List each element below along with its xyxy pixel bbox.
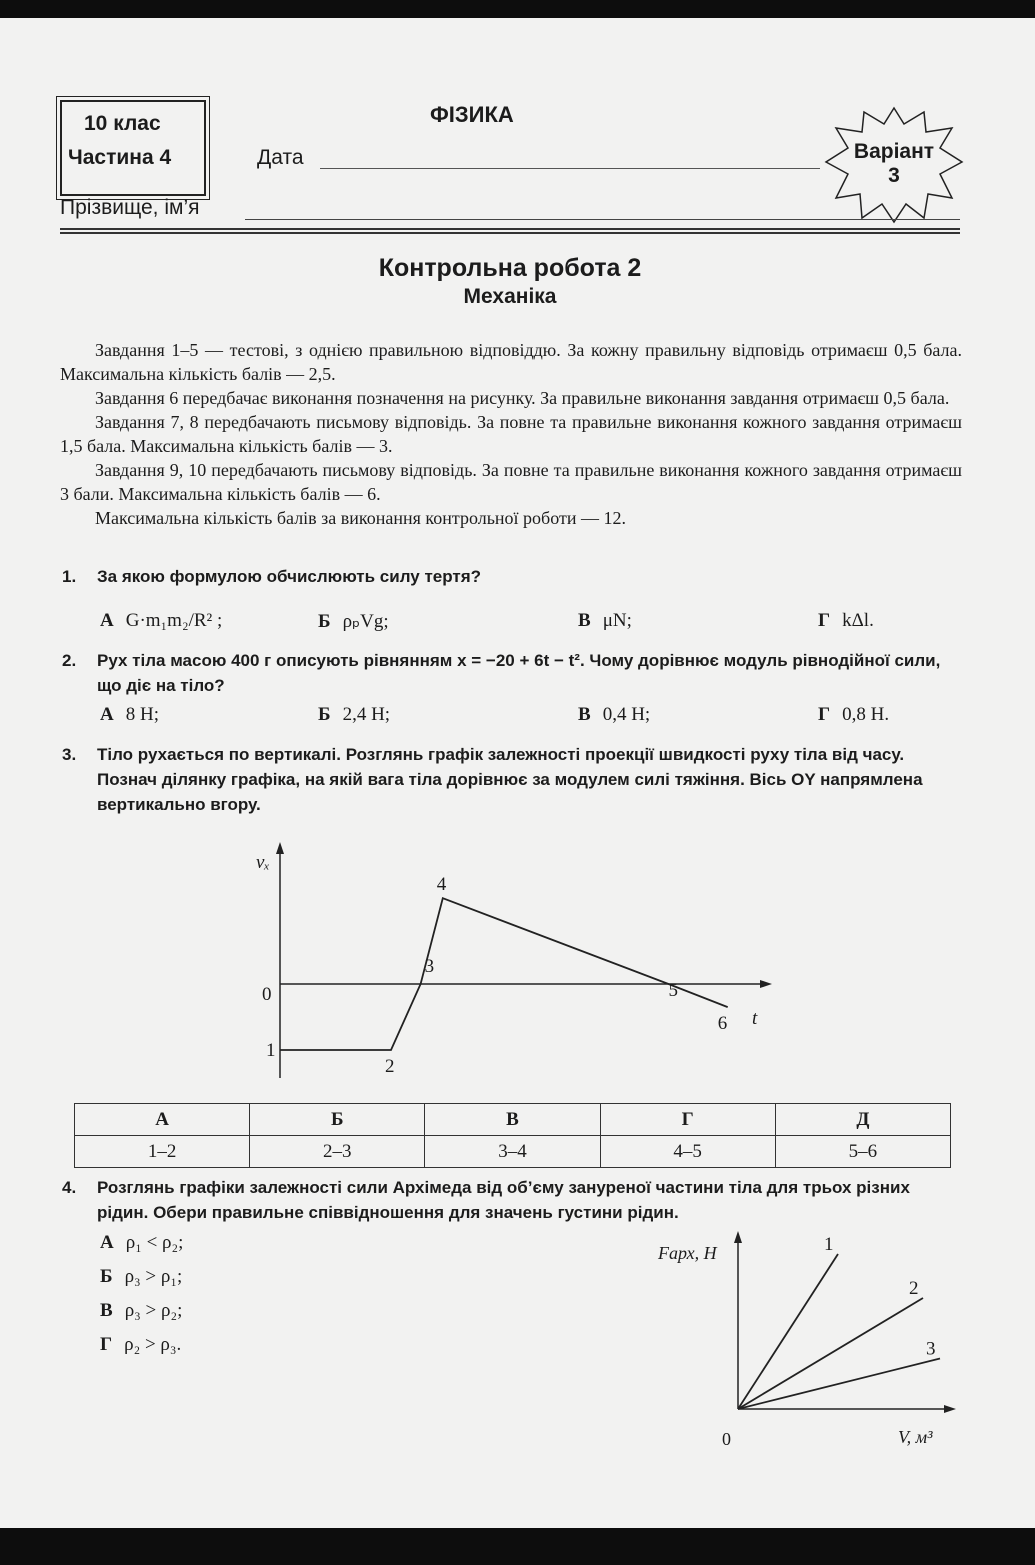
q1-option-c[interactable] xyxy=(578,610,632,632)
x-axis-label: V, м³ xyxy=(898,1427,933,1447)
table-row xyxy=(75,1136,951,1168)
q3-text: Тіло рухається по вертикалі. Розглянь графік залежності проекції швидкості руху тіла від часу. Познач ділянку графіка, на якій вага тіла дорівнює за модулем силі тяжіння. Вісь OY напрямлена вертикально вгору. xyxy=(97,745,923,814)
table-row xyxy=(75,1104,951,1136)
option-text: 0,8 Н. xyxy=(842,704,890,725)
date-line xyxy=(320,168,820,169)
q4-option-c[interactable] xyxy=(100,1300,182,1322)
q2-option-c[interactable] xyxy=(578,704,650,726)
option-letter: Б xyxy=(100,1266,113,1287)
point-label: 6 xyxy=(717,1013,728,1035)
class-label: 10 клас xyxy=(84,112,161,135)
q4-option-d[interactable] xyxy=(100,1334,181,1356)
velocity-time-chart xyxy=(240,828,800,1098)
table-cell[interactable]: 1–2 xyxy=(75,1136,250,1168)
table-cell[interactable]: 3–4 xyxy=(425,1136,600,1168)
series-label: 3 xyxy=(926,1338,936,1360)
q2-text: Рух тіла масою 400 г описують рівнянням x = −20 + 6t − t². Чому дорівнює модуль рівнодійної сили, що діє на тіло? xyxy=(97,651,941,695)
table-header-cell[interactable]: Д xyxy=(775,1104,950,1136)
series-line-3 xyxy=(738,1359,940,1410)
point-label: 4 xyxy=(436,874,447,896)
intro-paragraph: Завдання 9, 10 передбачають письмову відповідь. За повне та правильне виконання кожного завдання отримаєш 3 бали. Максимальна кількість балів — 6. xyxy=(60,460,962,504)
q4-text: Розглянь графіки залежності сили Архімеда від об’єму зануреної частини тіла для трьох різних рідин. Обери правильне співвідношення для значень густини рідин. xyxy=(97,1178,910,1222)
x-axis-arrow xyxy=(760,980,772,988)
x-axis-label: t xyxy=(752,1008,758,1029)
point-label: 5 xyxy=(668,980,678,1001)
q2-option-a[interactable] xyxy=(100,704,159,726)
table-cell[interactable]: 4–5 xyxy=(600,1136,775,1168)
origin-label: 0 xyxy=(722,1429,731,1449)
page-subtitle: Механіка xyxy=(463,285,557,308)
variant-number: 3 xyxy=(888,164,900,187)
option-letter: В xyxy=(578,610,591,631)
q2-option-b[interactable] xyxy=(318,704,390,726)
q4-option-b[interactable] xyxy=(100,1266,182,1288)
worksheet-page xyxy=(0,18,1035,1528)
table-header-cell[interactable]: В xyxy=(425,1104,600,1136)
option-text: ρ₂ > ρ₃. xyxy=(124,1334,182,1355)
q1-option-d[interactable] xyxy=(818,610,874,632)
option-text: ρ₁ < ρ₂; xyxy=(125,1232,184,1253)
option-text: ρ₃ > ρ₂; xyxy=(124,1300,183,1321)
name-label: Прізвище, ім’я xyxy=(60,196,200,219)
option-text: 8 Н; xyxy=(125,704,159,725)
series-line-1 xyxy=(738,1254,838,1409)
intro-paragraph: Максимальна кількість балів за виконання контрольної роботи — 12. xyxy=(95,508,626,528)
option-letter: А xyxy=(100,704,114,725)
q2-option-d[interactable] xyxy=(818,704,889,726)
y-axis-arrow xyxy=(276,842,284,854)
option-text: kΔl. xyxy=(842,610,874,631)
option-letter: Г xyxy=(818,610,831,631)
option-letter: А xyxy=(100,610,114,631)
q3-number: 3. xyxy=(62,745,77,764)
option-letter: В xyxy=(100,1300,113,1321)
option-letter: Г xyxy=(100,1334,113,1355)
y-axis-label: vₓ xyxy=(256,852,270,873)
table-cell[interactable]: 5–6 xyxy=(775,1136,950,1168)
header-rule-2 xyxy=(60,232,960,234)
table-header-cell[interactable]: Г xyxy=(600,1104,775,1136)
table-header-cell[interactable]: А xyxy=(75,1104,250,1136)
series-label: 1 xyxy=(824,1234,834,1255)
intro-paragraph: Завдання 6 передбачає виконання позначення на рисунку. За правильне виконання завдання отримаєш 0,5 бала. xyxy=(95,388,950,408)
q3-answer-table xyxy=(74,1103,951,1168)
q1-option-a[interactable] xyxy=(100,610,222,632)
point-label: 2 xyxy=(385,1056,395,1077)
q4-option-a[interactable] xyxy=(100,1232,183,1254)
date-label: Дата xyxy=(257,146,304,169)
option-letter: Г xyxy=(818,704,831,725)
option-letter: В xyxy=(578,704,591,725)
y-axis-arrow xyxy=(734,1231,742,1243)
x-axis-arrow xyxy=(944,1405,956,1413)
q1-text: За якою формулою обчислюють силу тертя? xyxy=(97,567,482,586)
intro-text xyxy=(60,338,962,530)
option-letter: Б xyxy=(318,704,331,725)
option-letter: Б xyxy=(318,611,331,632)
option-text: 0,4 Н; xyxy=(602,704,651,725)
intro-paragraph: Завдання 7, 8 передбачають письмову відповідь. За повне та правильне виконання кожного завдання отримаєш 1,5 бала. Максимальна кількість балів — 3. xyxy=(60,412,962,456)
point-label: 1 xyxy=(266,1040,276,1061)
part-label: Частина 4 xyxy=(68,146,172,169)
velocity-line xyxy=(280,898,728,1050)
table-cell[interactable]: 2–3 xyxy=(250,1136,425,1168)
q4-number: 4. xyxy=(62,1178,77,1197)
name-line xyxy=(245,219,960,220)
q1-option-b[interactable] xyxy=(318,610,389,633)
q2-number: 2. xyxy=(62,651,77,670)
header-rule-1 xyxy=(60,228,960,230)
q1-number: 1. xyxy=(62,567,77,586)
option-text: μN; xyxy=(602,610,632,631)
class-part-box xyxy=(60,100,206,196)
y-axis-label: Fарх, Н xyxy=(658,1243,717,1263)
option-text: G·m₁m₂/R² ; xyxy=(125,610,223,631)
option-text: ρ₃ > ρ₁; xyxy=(124,1266,183,1287)
table-header-cell[interactable]: Б xyxy=(250,1104,425,1136)
option-text: ρₚVg; xyxy=(342,611,389,632)
intro-paragraph: Завдання 1–5 — тестові, з однією правильною відповіддю. За кожну правильну відповідь отримаєш 0,5 бала. Максимальна кількість балів — 2,5. xyxy=(60,340,962,384)
series-label: 2 xyxy=(909,1278,919,1299)
option-text: 2,4 Н; xyxy=(342,704,391,725)
option-letter: А xyxy=(100,1232,114,1253)
series-line-2 xyxy=(738,1298,923,1409)
page-title: Контрольна робота 2 xyxy=(378,254,642,282)
point-label: 3 xyxy=(424,956,435,977)
archimedes-force-chart xyxy=(650,1223,970,1453)
variant-label: Варіант xyxy=(853,140,935,163)
origin-label: 0 xyxy=(262,984,272,1005)
subject-title: ФІЗИКА xyxy=(430,102,514,127)
